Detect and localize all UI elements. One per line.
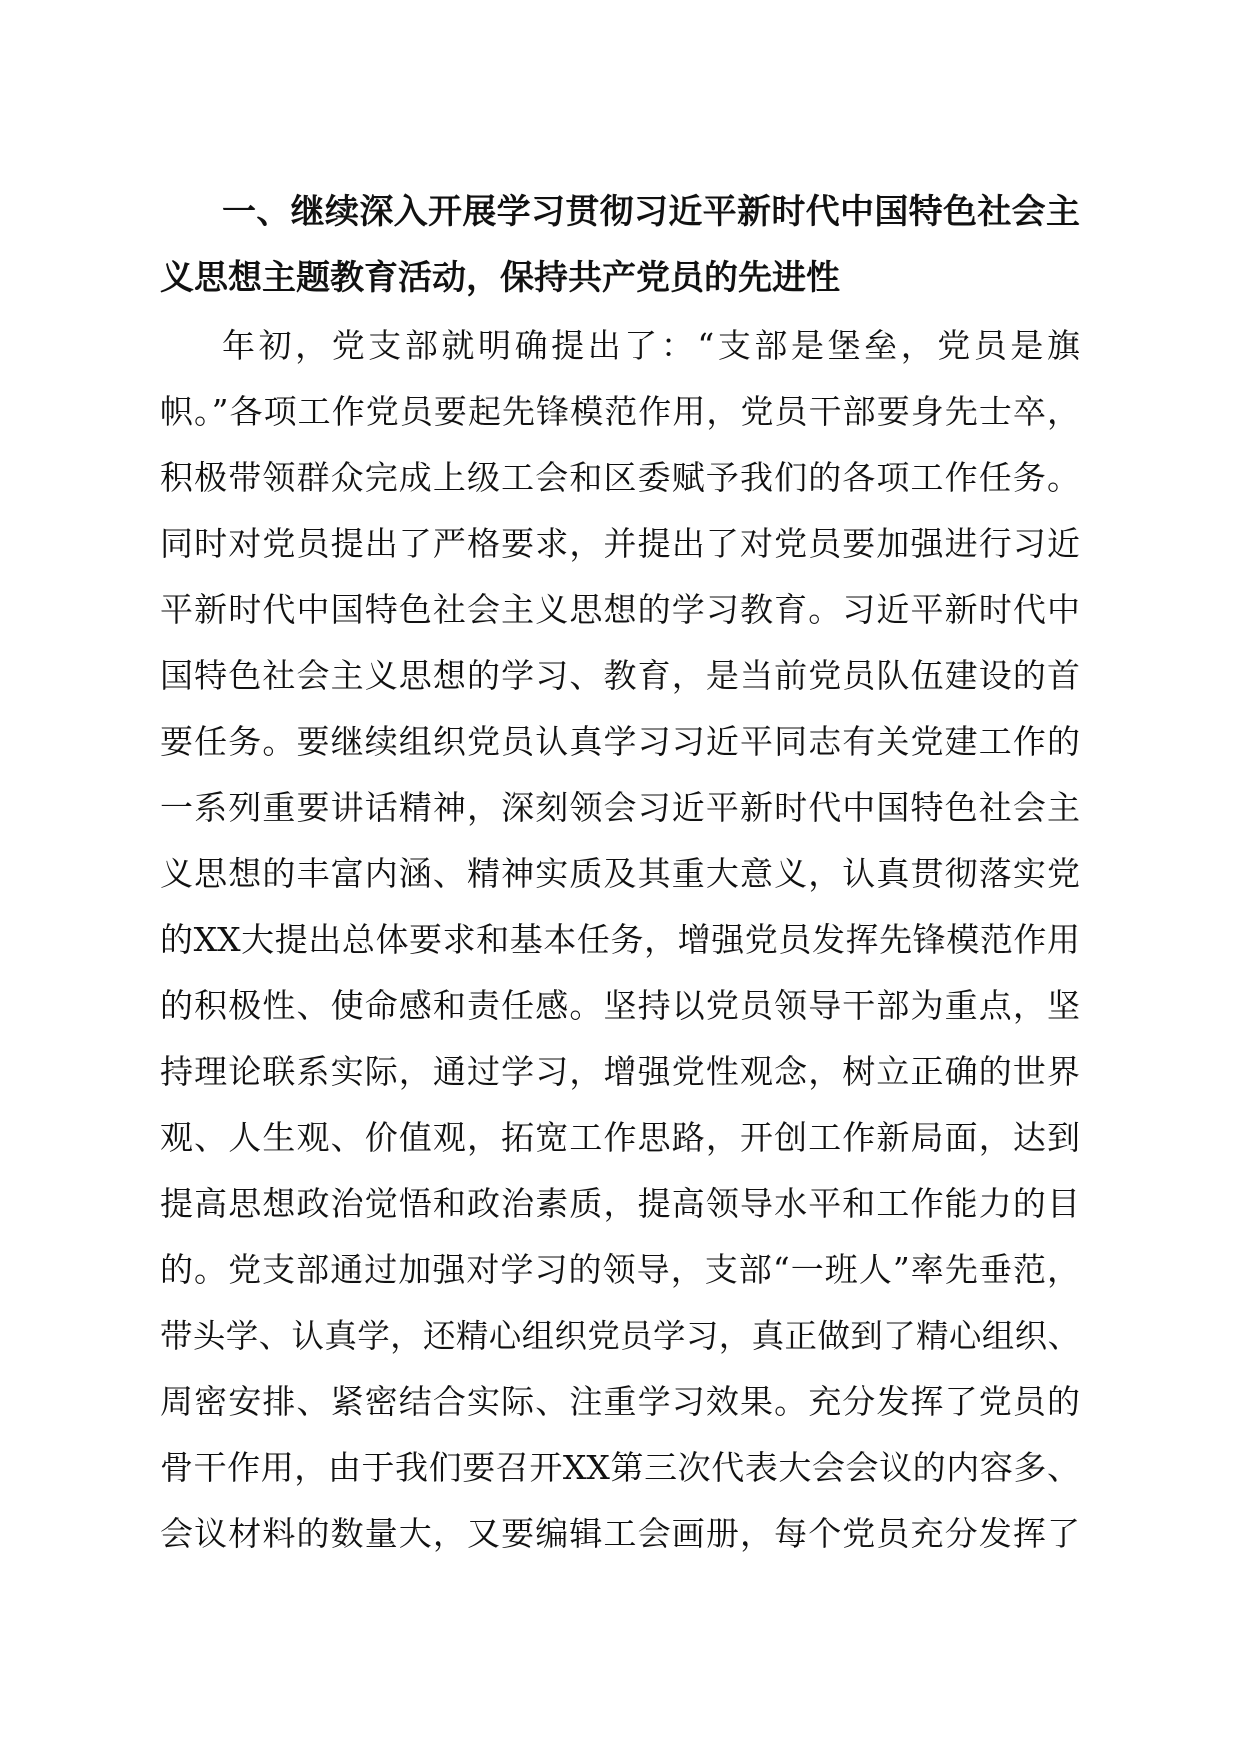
- paragraph-line-18: 骨干作用，由于我们要召开XX第三次代表大会会议的内容多、: [160, 1448, 1080, 1487]
- paragraph-line-11: 的积极性、使命感和责任感。坚持以党员领导干部为重点，坚: [160, 986, 1080, 1025]
- paragraph-line-3: 积极带领群众完成上级工会和区委赋予我们的各项工作任务。: [160, 458, 1080, 497]
- paragraph-line-10: 的XX大提出总体要求和基本任务，增强党员发挥先锋模范作用: [160, 920, 1080, 959]
- paragraph-line-9: 义思想的丰富内涵、精神实质及其重大意义，认真贯彻落实党: [160, 854, 1080, 893]
- section-heading-line-1: 一、继续深入开展学习贯彻习近平新时代中国特色社会主: [222, 192, 1080, 232]
- paragraph-line-19: 会议材料的数量大，又要编辑工会画册，每个党员充分发挥了: [160, 1514, 1080, 1553]
- paragraph-line-16: 带头学、认真学，还精心组织党员学习，真正做到了精心组织、: [160, 1317, 1080, 1355]
- paragraph-line-13: 观、人生观、价值观，拓宽工作思路，开创工作新局面，达到: [160, 1118, 1080, 1157]
- paragraph-line-12: 持理论联系实际，通过学习，增强党性观念，树立正确的世界: [160, 1052, 1080, 1091]
- paragraph-line-4: 同时对党员提出了严格要求，并提出了对党员要加强进行习近: [160, 524, 1080, 563]
- paragraph-line-1: 年初，党支部就明确提出了：“支部是堡垒，党员是旗: [222, 326, 1080, 365]
- paragraph-line-2: 帜。”各项工作党员要起先锋模范作用，党员干部要身先士卒，: [160, 392, 1080, 431]
- paragraph-line-6: 国特色社会主义思想的学习、教育，是当前党员队伍建设的首: [160, 656, 1080, 695]
- paragraph-line-8: 一系列重要讲话精神，深刻领会习近平新时代中国特色社会主: [160, 788, 1080, 827]
- paragraph-line-15: 的。党支部通过加强对学习的领导，支部“一班人”率先垂范，: [160, 1250, 1080, 1289]
- paragraph-line-7: 要任务。要继续组织党员认真学习习近平同志有关党建工作的: [160, 722, 1080, 761]
- paragraph-line-5: 平新时代中国特色社会主义思想的学习教育。习近平新时代中: [160, 590, 1080, 629]
- paragraph-line-17: 周密安排、紧密结合实际、注重学习效果。充分发挥了党员的: [160, 1382, 1080, 1421]
- section-heading-line-2: 义思想主题教育活动，保持共产党员的先进性: [160, 258, 840, 298]
- paragraph-line-14: 提高思想政治觉悟和政治素质，提高领导水平和工作能力的目: [160, 1184, 1080, 1223]
